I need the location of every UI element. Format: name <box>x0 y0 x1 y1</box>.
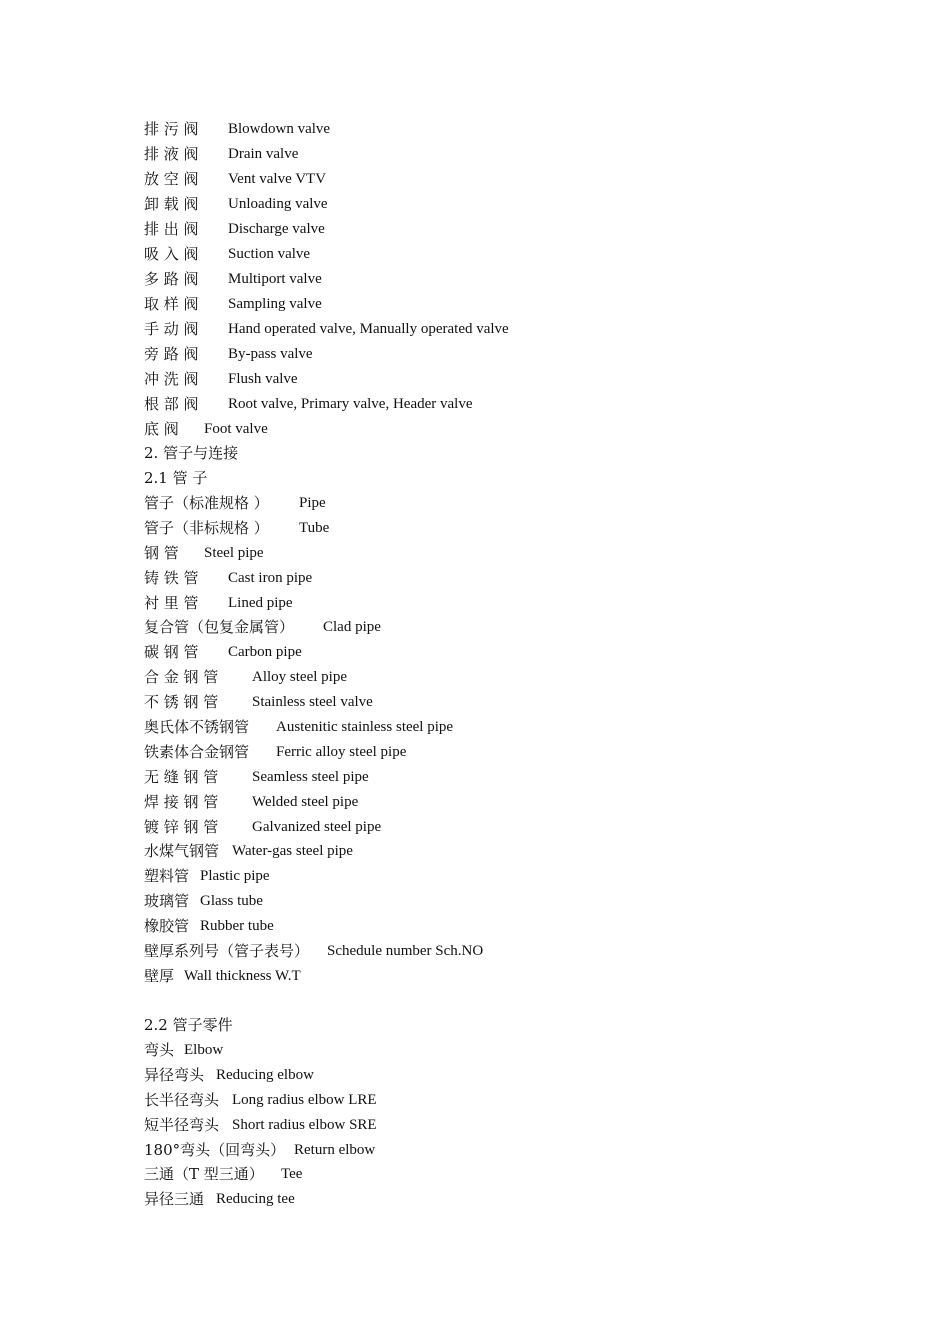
chinese-term: 短半径弯头 <box>144 1116 220 1134</box>
chinese-term: 玻璃管 <box>144 892 190 910</box>
chinese-term: 排 出 阀 <box>144 220 199 238</box>
glossary-entry <box>144 616 381 638</box>
english-term: Tee <box>281 1166 303 1182</box>
chinese-term: 2.2 管子零件 <box>144 1016 233 1034</box>
english-term: Blowdown valve <box>228 121 331 137</box>
chinese-term: 吸 入 阀 <box>144 245 199 263</box>
english-term: Short radius elbow SRE <box>232 1117 377 1133</box>
glossary-entry <box>144 418 268 440</box>
glossary-entry <box>144 1114 377 1136</box>
chinese-term: 底 阀 <box>144 420 179 438</box>
chinese-term: 塑料管 <box>144 867 190 885</box>
glossary-entry <box>144 1139 376 1161</box>
english-term: Seamless steel pipe <box>252 769 369 785</box>
glossary-entry <box>144 915 274 937</box>
english-term: Rubber tube <box>200 918 274 934</box>
english-term: Tube <box>299 520 330 536</box>
chinese-term: 壁厚 <box>144 967 175 985</box>
chinese-term: 根 部 阀 <box>144 395 199 413</box>
english-term: Reducing tee <box>216 1191 295 1207</box>
glossary-entry <box>144 567 313 589</box>
english-term: Drain valve <box>228 146 299 162</box>
english-term: Austenitic stainless steel pipe <box>276 719 454 735</box>
chinese-term: 壁厚系列号（管子表号） <box>144 942 310 960</box>
glossary-entry <box>144 1188 295 1210</box>
english-term: Multiport valve <box>228 271 322 287</box>
chinese-term: 异径三通 <box>144 1190 205 1208</box>
english-term: Alloy steel pipe <box>252 669 347 685</box>
glossary-entry <box>144 268 322 290</box>
section-heading <box>144 442 238 464</box>
glossary-entry <box>144 641 302 663</box>
glossary-entry <box>144 1089 377 1111</box>
glossary-entry <box>144 218 325 240</box>
english-term: Vent valve VTV <box>228 171 327 187</box>
glossary-entry <box>144 492 326 514</box>
chinese-term: 长半径弯头 <box>144 1091 220 1109</box>
english-term: Steel pipe <box>204 545 264 561</box>
english-term: Plastic pipe <box>200 868 270 884</box>
chinese-term: 手 动 阀 <box>144 320 199 338</box>
english-term: Galvanized steel pipe <box>252 819 382 835</box>
english-term: Welded steel pipe <box>252 794 359 810</box>
english-term: Elbow <box>184 1042 224 1058</box>
english-term: Clad pipe <box>323 619 381 635</box>
chinese-term: 放 空 阀 <box>144 170 199 188</box>
glossary-entry <box>144 143 299 165</box>
glossary-entry <box>144 168 327 190</box>
english-term: Return elbow <box>294 1142 376 1158</box>
glossary-entry <box>144 193 328 215</box>
english-term: Glass tube <box>200 893 263 909</box>
english-term: Wall thickness W.T <box>184 968 301 984</box>
glossary-entry <box>144 592 293 614</box>
glossary-entry <box>144 1163 303 1185</box>
glossary-entry <box>144 1039 224 1061</box>
english-term: Schedule number Sch.NO <box>327 943 484 959</box>
chinese-term: 钢 管 <box>144 544 179 562</box>
glossary-entry <box>144 890 263 912</box>
english-term: Discharge valve <box>228 221 325 237</box>
chinese-term: 排 液 阀 <box>144 145 199 163</box>
chinese-term: 管子（标准规格 ） <box>144 494 269 512</box>
english-term: By-pass valve <box>228 346 313 362</box>
chinese-term: 橡胶管 <box>144 917 190 935</box>
glossary-entry <box>144 691 373 713</box>
glossary-entry <box>144 791 359 813</box>
chinese-term: 多 路 阀 <box>144 270 199 288</box>
english-term: Sampling valve <box>228 296 322 312</box>
chinese-term: 冲 洗 阀 <box>144 370 199 388</box>
english-term: Long radius elbow LRE <box>232 1092 377 1108</box>
glossary-entry <box>144 766 369 788</box>
chinese-term: 取 样 阀 <box>144 295 199 313</box>
chinese-term: 镀 锌 钢 管 <box>144 818 219 836</box>
english-term: Unloading valve <box>228 196 328 212</box>
chinese-term: 卸 载 阀 <box>144 195 199 213</box>
section-heading <box>144 467 207 489</box>
chinese-term: 不 锈 钢 管 <box>144 693 219 711</box>
chinese-term: 合 金 钢 管 <box>144 668 219 686</box>
chinese-term: 管子（非标规格 ） <box>144 519 269 537</box>
glossary-entry <box>144 368 298 390</box>
glossary-entry <box>144 1064 314 1086</box>
chinese-term: 2.1 管 子 <box>144 469 208 487</box>
glossary-entry <box>144 542 264 564</box>
english-term: Pipe <box>299 495 326 511</box>
glossary-entry <box>144 393 473 415</box>
chinese-term: 2. 管子与连接 <box>144 444 239 462</box>
chinese-term: 排 污 阀 <box>144 120 199 138</box>
english-term: Suction valve <box>228 246 311 262</box>
chinese-term: 复合管（包复金属管） <box>144 618 295 636</box>
chinese-term: 弯头 <box>144 1041 175 1059</box>
chinese-term: 无 缝 钢 管 <box>144 768 219 786</box>
glossary-entry <box>144 940 484 962</box>
chinese-term: 衬 里 管 <box>144 594 199 612</box>
glossary-entry <box>144 816 382 838</box>
glossary-entry <box>144 965 301 987</box>
glossary-entry <box>144 343 313 365</box>
english-term: Lined pipe <box>228 595 293 611</box>
glossary-entry <box>144 741 407 763</box>
english-term: Cast iron pipe <box>228 570 313 586</box>
chinese-term: 铁素体合金钢管 <box>144 743 250 761</box>
chinese-term: 碳 钢 管 <box>144 643 199 661</box>
english-term: Root valve, Primary valve, Header valve <box>228 396 473 412</box>
english-term: Flush valve <box>228 371 298 387</box>
chinese-term: 180°弯头（回弯头） <box>144 1141 286 1159</box>
english-term: Foot valve <box>204 421 268 437</box>
glossary-entry <box>144 716 454 738</box>
chinese-term: 铸 铁 管 <box>144 569 199 587</box>
glossary-entry <box>144 840 353 862</box>
glossary-entry <box>144 243 311 265</box>
english-term: Carbon pipe <box>228 644 302 660</box>
english-term: Hand operated valve, Manually operated valve <box>228 321 509 337</box>
chinese-term: 水煤气钢管 <box>144 842 220 860</box>
chinese-term: 焊 接 钢 管 <box>144 793 219 811</box>
glossary-entry <box>144 318 509 340</box>
glossary-entry <box>144 517 330 539</box>
english-term: Reducing elbow <box>216 1067 314 1083</box>
glossary-entry <box>144 666 347 688</box>
chinese-term: 三通（T 型三通） <box>144 1165 264 1183</box>
glossary-entry <box>144 293 322 315</box>
english-term: Water-gas steel pipe <box>232 843 353 859</box>
section-heading <box>144 1014 233 1036</box>
english-term: Ferric alloy steel pipe <box>276 744 407 760</box>
english-term: Stainless steel valve <box>252 694 373 710</box>
chinese-term: 旁 路 阀 <box>144 345 199 363</box>
chinese-term: 异径弯头 <box>144 1066 205 1084</box>
glossary-entry <box>144 865 270 887</box>
glossary-entry <box>144 118 331 140</box>
chinese-term: 奥氏体不锈钢管 <box>144 718 250 736</box>
